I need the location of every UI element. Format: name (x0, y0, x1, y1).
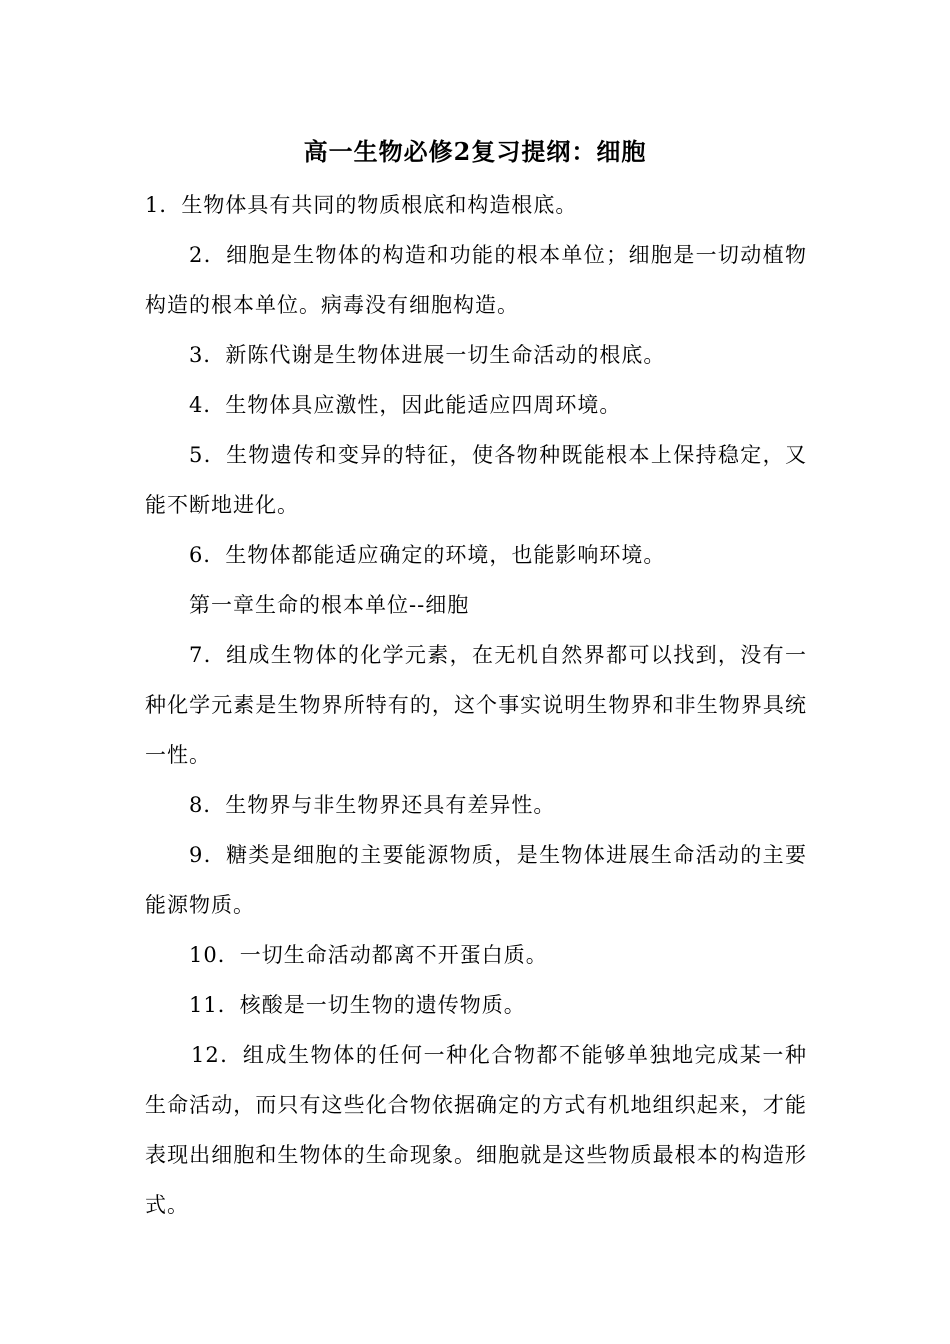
paragraph-4: 4．生物体具应激性，因此能适应四周环境。 (189, 393, 622, 417)
chapter-heading: 第一章生命的根本单位--细胞 (189, 593, 470, 617)
paragraph-3: 3．新陈代谢是生物体进展一切生命活动的根底。 (189, 343, 666, 367)
paragraph-7: 7．组成生物体的化学元素，在无机自然界都可以找到，没有一种化学元素是生物界所特有的，这个事实说明生物界和非生物界具统一性。 (145, 643, 807, 767)
document-title: 高一生物必修2复习提纲：细胞 (303, 137, 647, 166)
paragraph-2: 2．细胞是生物体的构造和功能的根本单位；细胞是一切动植物构造的根本单位。病毒没有细胞构造。 (145, 243, 807, 317)
paragraph-11: 11．核酸是一切生物的遗传物质。 (189, 993, 526, 1017)
paragraph-1: 1．生物体具有共同的物质根底和构造根底。 (145, 193, 578, 217)
paragraph-8: 8．生物界与非生物界还具有差异性。 (189, 793, 556, 817)
document-body (145, 180, 807, 1230)
paragraph-6: 6．生物体都能适应确定的环境，也能影响环境。 (189, 543, 666, 567)
paragraph-9: 9．糖类是细胞的主要能源物质，是生物体进展生命活动的主要能源物质。 (145, 843, 807, 917)
paragraph-10: 10．一切生命活动都离不开蛋白质。 (189, 943, 548, 967)
paragraph-5: 5．生物遗传和变异的特征，使各物种既能根本上保持稳定，又能不断地进化。 (145, 443, 807, 517)
paragraph-12: 12．组成生物体的任何一种化合物都不能够单独地完成某一种生命活动，而只有这些化合物依据确定的方式有机地组织起来，才能表现出细胞和生物体的生命现象。细胞就是这些物质最根本的构造形式。 (145, 1043, 807, 1217)
